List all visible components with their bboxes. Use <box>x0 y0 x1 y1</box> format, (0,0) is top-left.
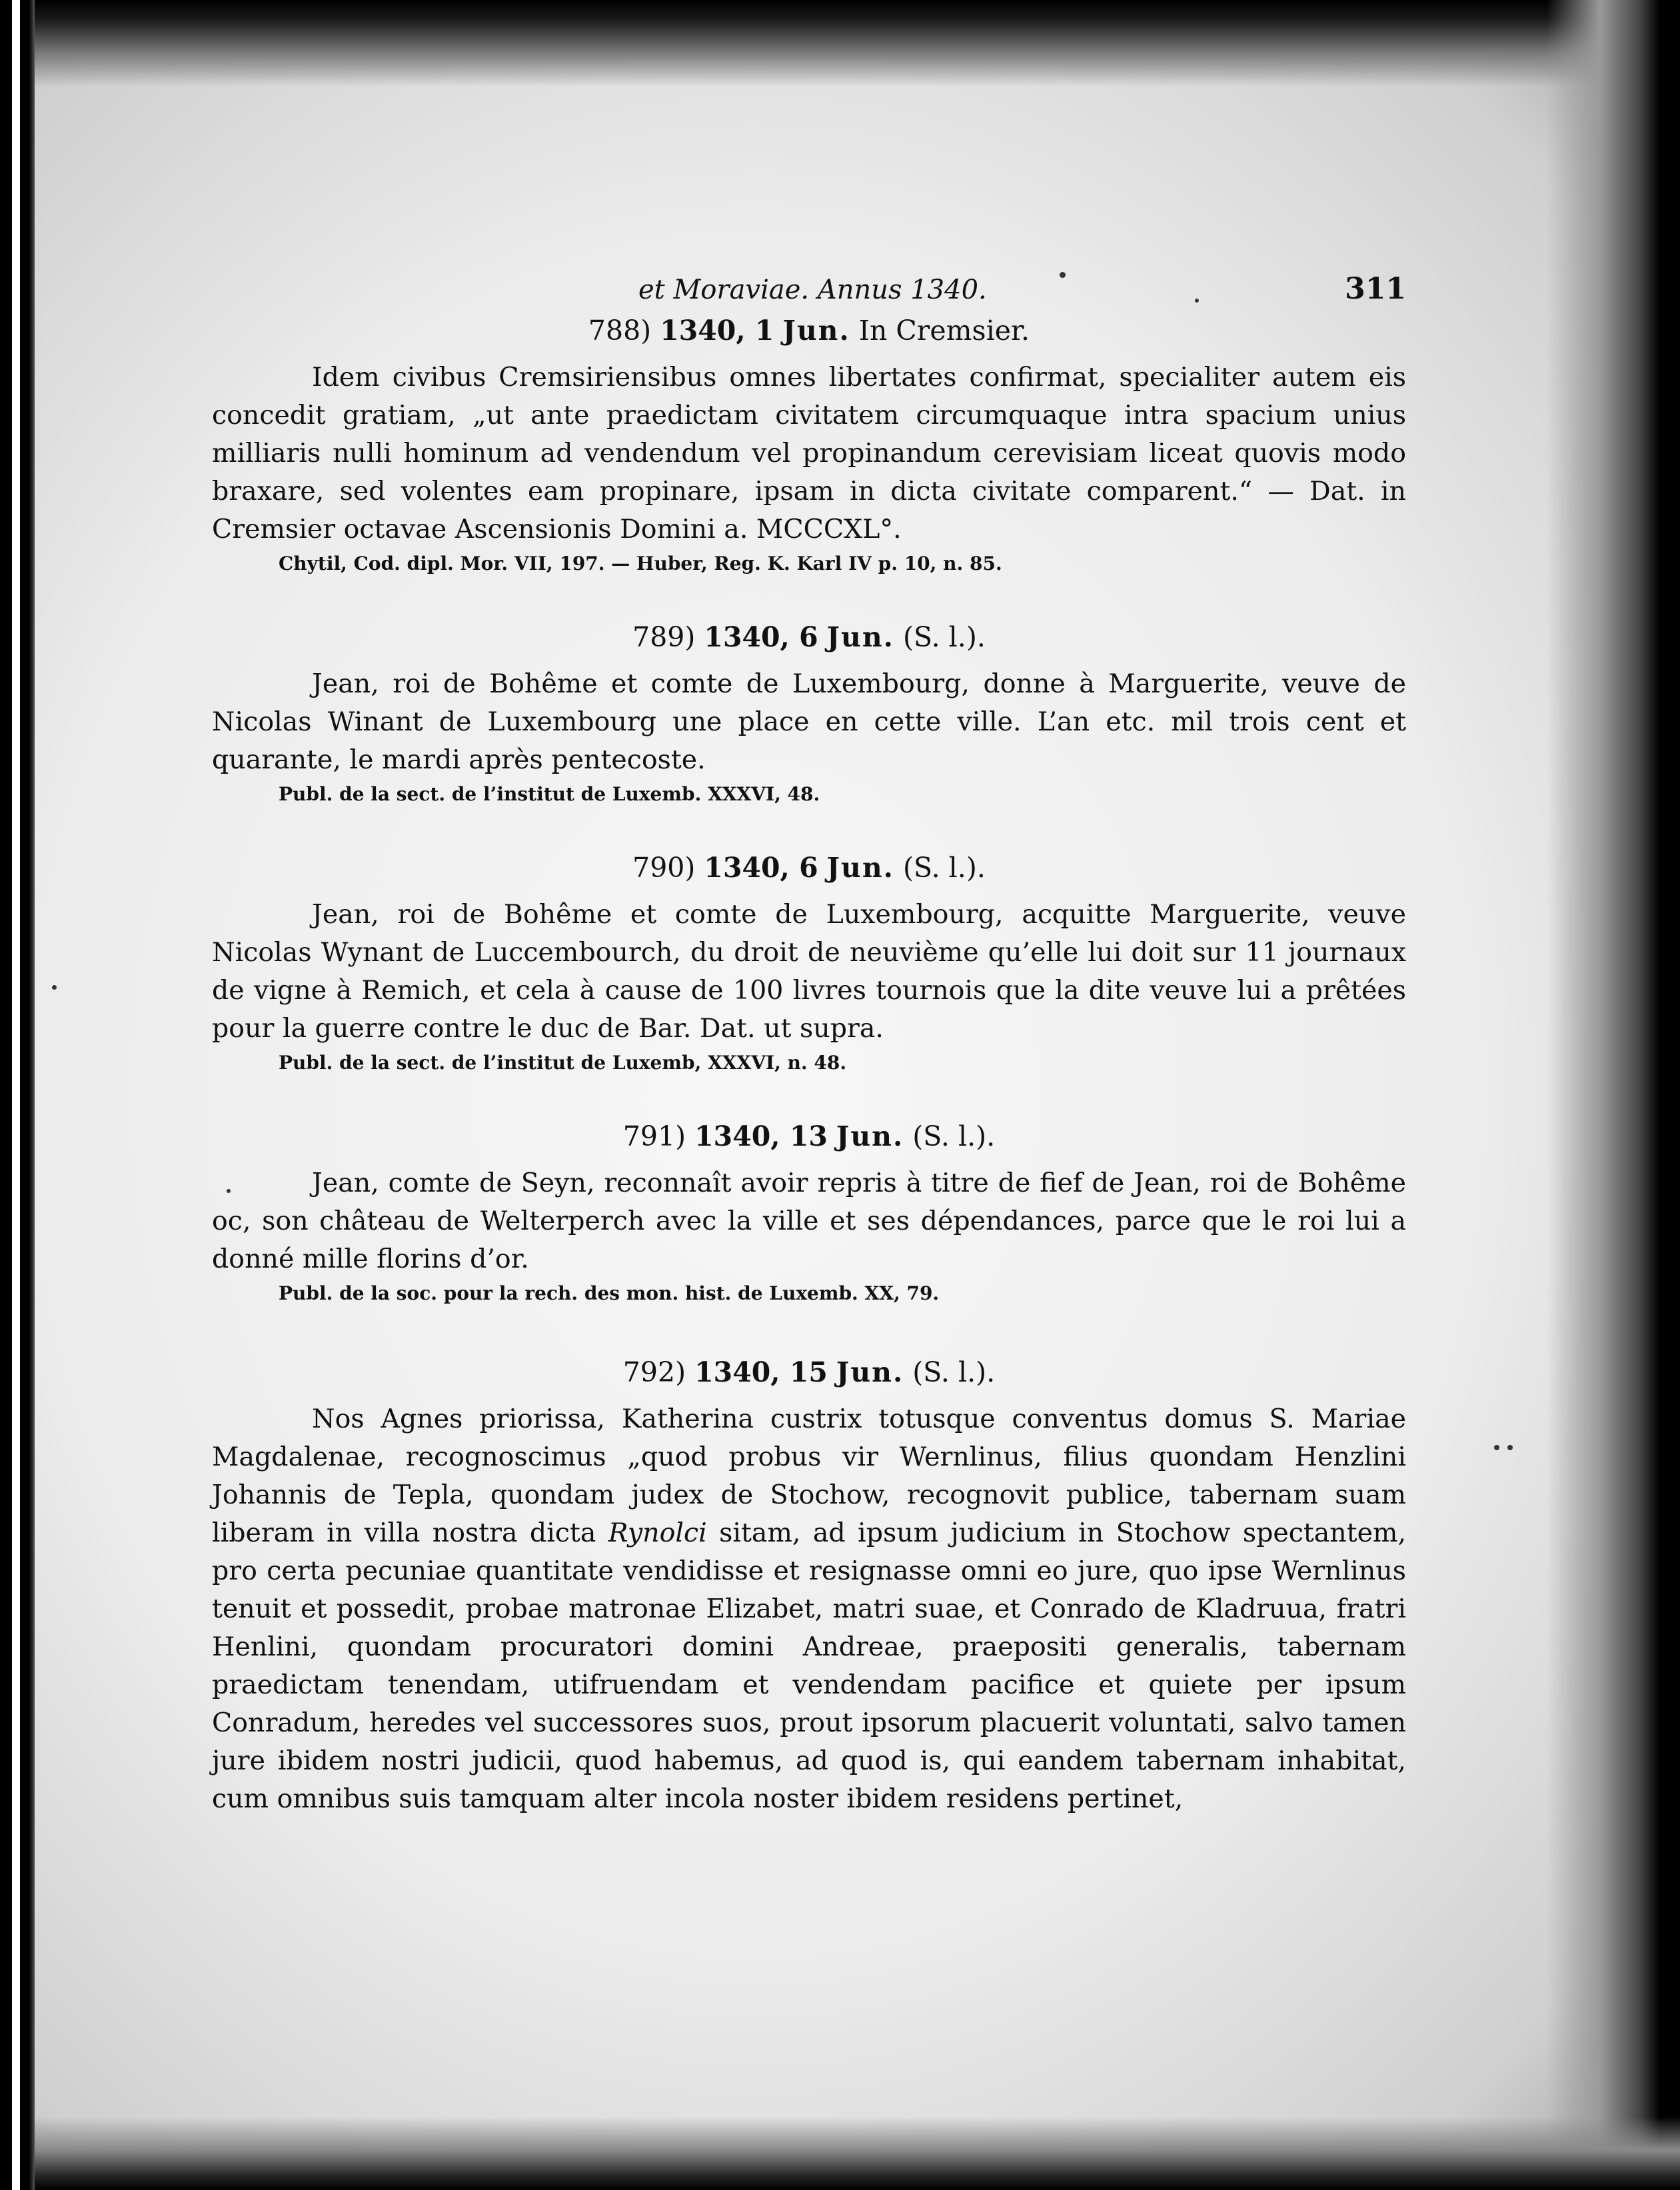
entry-place: (S. l.). <box>903 852 986 884</box>
place-name-italic: Rynolci <box>608 1518 707 1548</box>
entry-791 <box>212 1120 1406 1304</box>
entry-month: Jun. <box>836 1356 904 1388</box>
page-number: 311 <box>1345 272 1406 306</box>
scan-speck <box>1507 1445 1513 1450</box>
entry-text <box>212 1400 1406 1818</box>
entry-date: 1340, 15 <box>694 1356 828 1388</box>
entry-number: 792) <box>622 1356 686 1388</box>
entry-heading <box>212 852 1406 884</box>
entry-month: Jun. <box>836 1120 904 1152</box>
entry-date: 1340, 6 <box>704 852 818 884</box>
entry-text-part: sitam, ad ipsum judicium in Stochow spectantem, pro certa pecuniae quantitate vendidisse et resignasse omni eo jure, quo ipse Wernlinus tenuit et possedit, probae matronae Elizabet, matri suae, et Conrado de Kladruua, fratri Henlini, quondam procuratori domini Andreae, praepositi generalis, tabernam praedictam tenendam, utifruendam et vendendam pacifice et quiete per ipsum Conradum, heredes vel successores suos, prout ipsorum placuerit voluntati, salvo tamen jure ibidem nostri judicii, quod habemus, ad quod is, qui eandem tabernam inhabitat, cum omnibus suis tamquam alter incola noster ibidem residens pertinet, <box>212 1518 1406 1814</box>
entry-place: (S. l.). <box>903 621 986 653</box>
entry-date: 1340, 1 <box>660 315 774 347</box>
entry-heading <box>212 621 1406 653</box>
entry-788 <box>212 315 1406 574</box>
entry-source: Publ. de la sect. de l’institut de Luxemb, XXXVI, n. 48. <box>279 1052 847 1074</box>
entry-date: 1340, 13 <box>694 1120 828 1152</box>
entry-heading <box>212 315 1406 347</box>
entry-heading <box>212 1120 1406 1152</box>
entry-place: In Cremsier. <box>858 315 1030 347</box>
entry-place: (S. l.). <box>912 1120 996 1152</box>
entry-month: Jun. <box>782 315 850 347</box>
entry-date: 1340, 6 <box>704 621 818 653</box>
entry-number: 790) <box>632 852 696 884</box>
entry-number: 791) <box>622 1120 686 1152</box>
scan-shadow-right <box>1547 0 1680 2190</box>
scan-shadow-bottom <box>0 2117 1680 2190</box>
entry-place: (S. l.). <box>912 1356 996 1388</box>
entry-source: Publ. de la sect. de l’institut de Luxemb. XXXVI, 48. <box>279 783 820 805</box>
entry-month: Jun. <box>826 621 894 653</box>
entry-month: Jun. <box>826 852 894 884</box>
entry-789 <box>212 621 1406 805</box>
entry-text: Jean, comte de Seyn, reconnaît avoir repris à titre de fief de Jean, roi de Bohême oc, son château de Welterperch avec la ville et ses dépendances, parce que le roi lui a donné mille florins d’or. <box>212 1168 1406 1274</box>
entry-790 <box>212 852 1406 1074</box>
entry-text: Jean, roi de Bohême et comte de Luxembourg, donne à Marguerite, veuve de Nicolas Winant de Luxembourg une place en cette ville. L’an etc. mil trois cent et quarante, le mardi après pentecoste. <box>212 668 1406 775</box>
entry-text-part: Nos Agnes priorissa, Katherina custrix totusque conventus domus S. Mariae Magdalenae, recognoscimus „quod probus vir Wernlinus, filius quondam Henzlini Johannis de Tepla, quondam judex de Stochow, recognovit publice, tabernam suam liberam in villa nostra dicta <box>212 1404 1406 1548</box>
running-head <box>212 272 1406 315</box>
page-content <box>212 272 1406 1818</box>
scan-speck <box>52 985 57 990</box>
scan-shadow-top <box>0 0 1680 87</box>
entry-number: 788) <box>588 315 652 347</box>
scan-border-left <box>0 0 35 2190</box>
running-title: et Moraviae. Annus 1340. <box>638 275 987 305</box>
entry-source: Chytil, Cod. dipl. Mor. VII, 197. — Huber, Reg. K. Karl IV p. 10, n. 85. <box>279 552 1002 574</box>
entry-text: Jean, roi de Bohême et comte de Luxembourg, acquitte Marguerite, veuve Nicolas Wynant de Luccembourch, du droit de neuvième qu’elle lui doit sur 11 journaux de vigne à Remich, et cela à cause de 100 livres tournois que la dite veuve lui a prêtées pour la guerre contre le duc de Bar. Dat. ut supra. <box>212 899 1406 1044</box>
entry-number: 789) <box>632 621 696 653</box>
scan-speck <box>1494 1445 1499 1450</box>
entry-source: Publ. de la soc. pour la rech. des mon. hist. de Luxemb. XX, 79. <box>279 1282 940 1304</box>
entry-text: Idem civibus Cremsiriensibus omnes libertates confirmat, specialiter autem eis concedit gratiam, „ut ante praedictam civitatem circumquaque intra spacium unius milliaris nulli hominum ad vendendum vel propinandum cerevisiam liceat quovis modo braxare, sed volentes eam propinare, ipsam in dicta civitate comparent.“ — Dat. in Cremsier octavae Ascensionis Domini a. MCCCXL°. <box>212 362 1406 545</box>
entry-heading <box>212 1356 1406 1388</box>
entry-792 <box>212 1356 1406 1818</box>
